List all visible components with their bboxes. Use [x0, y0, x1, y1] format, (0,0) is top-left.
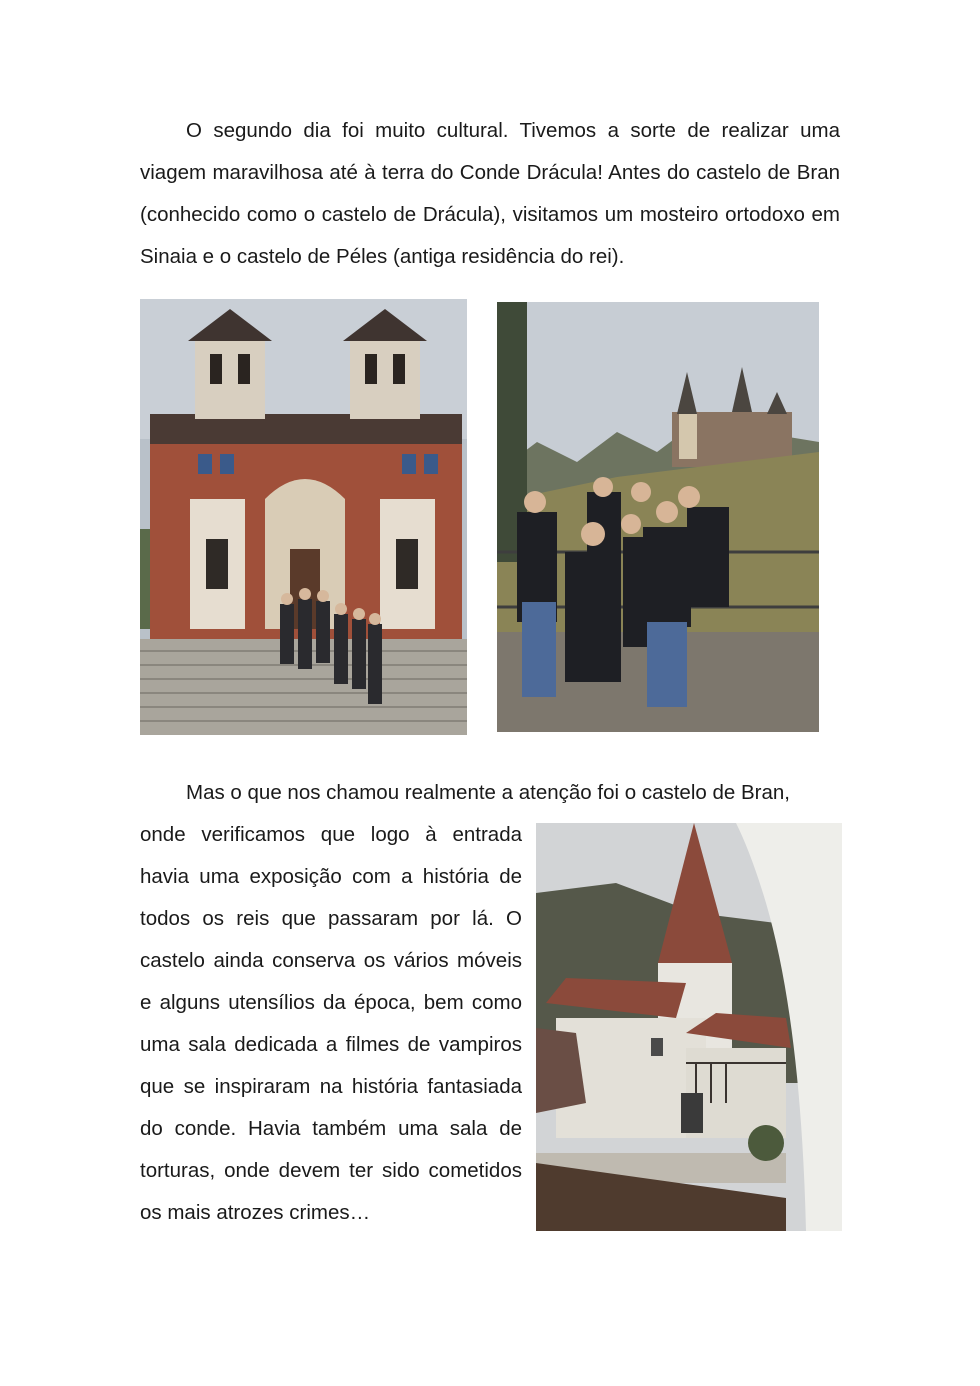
photo-sinaia-monastery [140, 299, 467, 735]
paragraph-bran-first-line: Mas o que nos chamou realmente a atenção foi o castelo de Bran, [186, 781, 790, 804]
photo-bran-castle [536, 823, 842, 1231]
paragraph-intro: O segundo dia foi muito cultural. Tivemos a sorte de realizar uma viagem maravilhosa até à terra do Conde Drácula! Antes do castelo de Bran (conhecido como o castelo de Drácula), visitamos um mosteiro ortodoxo em Sinaia e o castelo de Péles (antiga residência do rei). [140, 119, 840, 268]
paragraph-bran-body: onde verificamos que logo à entrada havia uma exposição com a história de todos os reis que passaram por lá. O castelo ainda conserva os vários móveis e alguns utensílios da época, bem como uma sala dedicada a filmes de vampiros que se inspiraram na história fantasiada do conde. Havia também uma sala de torturas, onde devem ter sido cometidos os mais atrozes crimes… [140, 823, 522, 1224]
photo-peles-castle [497, 302, 819, 732]
